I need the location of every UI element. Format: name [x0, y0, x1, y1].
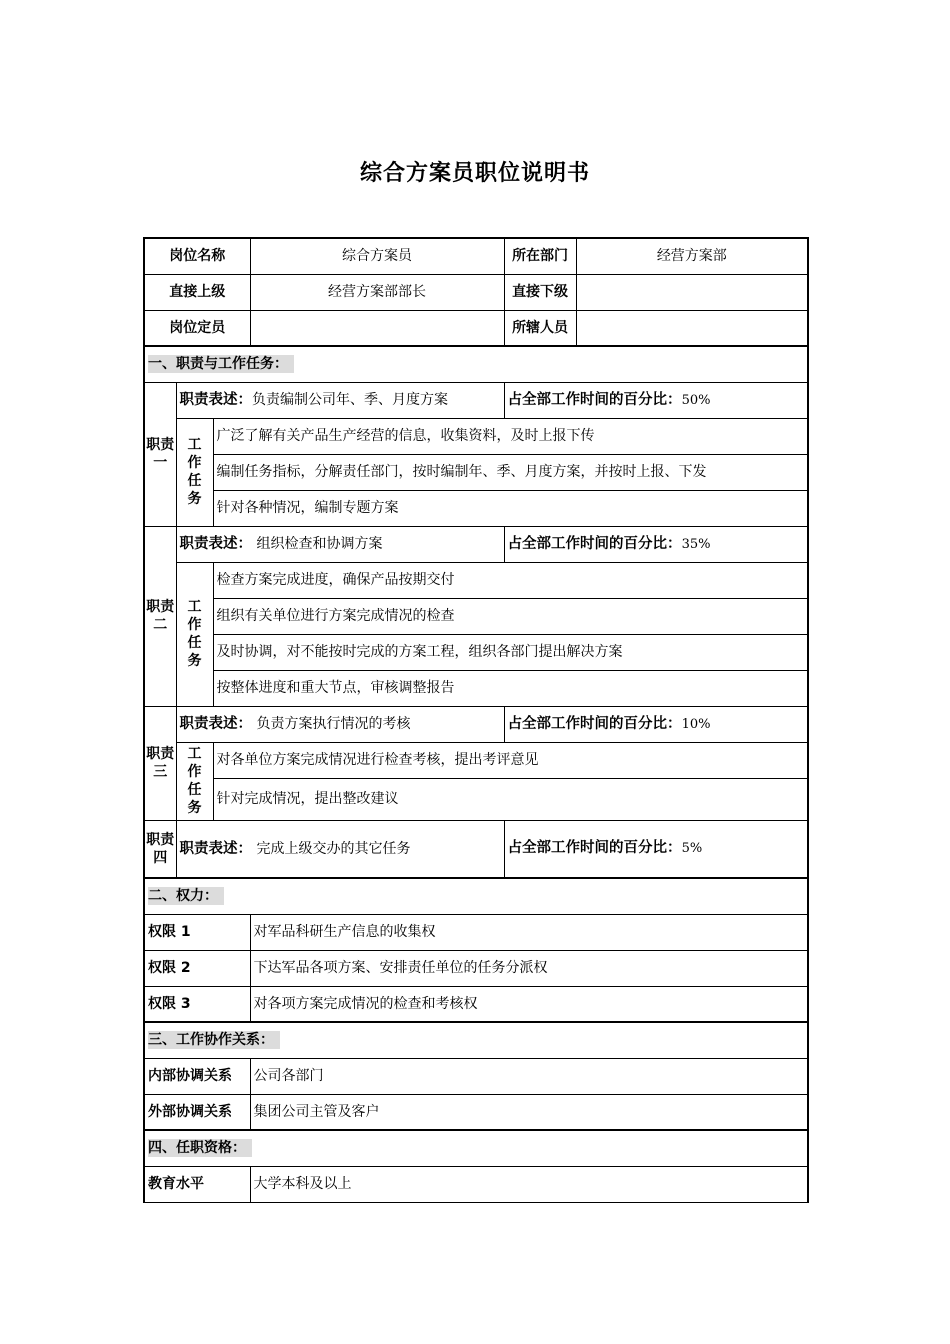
subordinate-value: [576, 274, 808, 310]
duty-1-pct-cell: [504, 382, 808, 418]
duty-2-task-label: 工作任务: [176, 562, 213, 706]
section-powers-label: 二、权力：: [148, 887, 224, 905]
superior-value: 经营方案部部长: [250, 274, 504, 310]
section-powers-header: [144, 878, 808, 914]
external-relation-label: 外部协调关系: [144, 1094, 250, 1130]
duty-1-task-2: 编制任务指标，分解责任部门，按时编制年、季、月度方案，并按时上报、下发: [213, 454, 808, 490]
duty-4-pct-cell: [504, 820, 808, 878]
managed-value: [576, 310, 808, 346]
subordinate-label: 直接下级: [504, 274, 576, 310]
external-relation-value: 集团公司主管及客户: [250, 1094, 808, 1130]
power-3-label: 权限 3: [144, 986, 250, 1022]
internal-relation-value: 公司各部门: [250, 1058, 808, 1094]
duty-2-task-2: 组织有关单位进行方案完成情况的检查: [213, 598, 808, 634]
duty-1-task-label: 工作任务: [176, 418, 213, 526]
pct-label: 占全部工作时间的百分比：: [507, 535, 682, 552]
duty-2-pct-cell: [504, 526, 808, 562]
duty-desc-label: 职责表述：: [179, 716, 252, 732]
internal-relation-label: 内部协调关系: [144, 1058, 250, 1094]
power-1-value: 对军品科研生产信息的收集权: [250, 914, 808, 950]
duty-2-task-4: 按整体进度和重大节点，审核调整报告: [213, 670, 808, 706]
education-label: 教育水平: [144, 1166, 250, 1202]
education-value: 大学本科及以上: [250, 1166, 808, 1202]
duty-4-title: 职责四: [144, 820, 176, 878]
duty-1-desc: 负责编制公司年、季、月度方案: [252, 392, 448, 408]
duty-1-pct: 50%: [681, 392, 711, 408]
duty-1-title: 职责一: [144, 382, 176, 526]
duty-3-task-2: 针对完成情况，提出整改建议: [213, 778, 808, 820]
section-duties-header: [144, 346, 808, 382]
duty-desc-label: 职责表述：: [179, 536, 252, 552]
duty-1-task-1: 广泛了解有关产品生产经营的信息，收集资料，及时上报下传: [213, 418, 808, 454]
duty-desc-label: 职责表述：: [179, 392, 252, 408]
department-label: 所在部门: [504, 238, 576, 274]
duty-2-task-3: 及时协调，对不能按时完成的方案工程，组织各部门提出解决方案: [213, 634, 808, 670]
section-relations-label: 三、工作协作关系：: [148, 1031, 280, 1049]
duty-desc-label: 职责表述：: [179, 840, 252, 857]
duty-2-desc: 组织检查和协调方案: [252, 536, 383, 552]
duty-4-desc: 完成上级交办的其它任务: [252, 840, 411, 857]
department-value: 经营方案部: [576, 238, 808, 274]
duty-3-desc: 负责方案执行情况的考核: [252, 716, 411, 732]
section-duties-label: 一、职责与工作任务：: [148, 355, 294, 373]
duty-1-task-3: 针对各种情况，编制专题方案: [213, 490, 808, 526]
duty-3-pct-cell: [504, 706, 808, 742]
page-title: 综合方案员职位说明书: [359, 161, 590, 186]
section-qualifications-header: [144, 1130, 808, 1166]
position-name-value: 综合方案员: [250, 238, 504, 274]
duty-2-pct: 35%: [681, 536, 711, 552]
pct-label: 占全部工作时间的百分比：: [507, 715, 682, 732]
section-relations-header: [144, 1022, 808, 1058]
power-2-label: 权限 2: [144, 950, 250, 986]
duty-3-task-1: 对各单位方案完成情况进行检查考核，提出考评意见: [213, 742, 808, 778]
superior-label: 直接上级: [144, 274, 250, 310]
duty-3-title: 职责三: [144, 706, 176, 820]
duty-3-task-label: 工作任务: [176, 742, 213, 820]
managed-label: 所辖人员: [504, 310, 576, 346]
position-name-label: 岗位名称: [144, 238, 250, 274]
power-2-value: 下达军品各项方案、安排责任单位的任务分派权: [250, 950, 808, 986]
staffing-label: 岗位定员: [144, 310, 250, 346]
section-qualifications-label: 四、任职资格：: [148, 1139, 252, 1157]
staffing-value: [250, 310, 504, 346]
duty-3-pct: 10%: [681, 716, 711, 732]
duty-2-task-1: 检查方案完成进度，确保产品按期交付: [213, 562, 808, 598]
duty-2-title: 职责二: [144, 526, 176, 706]
pct-label: 占全部工作时间的百分比：: [507, 391, 682, 408]
job-description-table: [143, 237, 809, 1203]
duty-4-pct: 5%: [681, 841, 703, 857]
pct-label: 占全部工作时间的百分比：: [507, 840, 682, 857]
power-3-value: 对各项方案完成情况的检查和考核权: [250, 986, 808, 1022]
power-1-label: 权限 1: [144, 914, 250, 950]
